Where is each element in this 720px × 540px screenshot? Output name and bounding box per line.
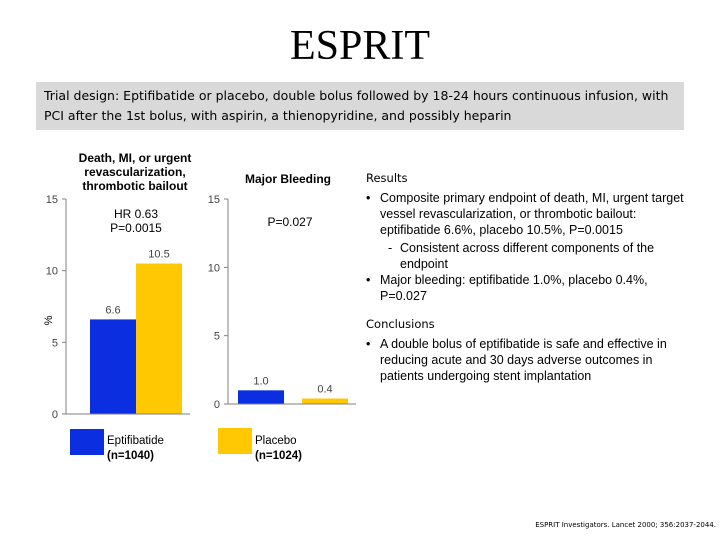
chart2-bar-placebo (302, 399, 348, 404)
legend-n-eptifibatide: (n=1040) (107, 450, 154, 462)
results-bullet-primary: • Composite primary endpoint of death, MI, urgent target vessel revascularization, or thrombotic bailout: eptifibatide 6.6%, placebo 10.5%, P=0.0015 (366, 190, 696, 238)
chart2-data-label: 0.4 (317, 383, 333, 396)
chart1-title: Death, MI, or urgent revascularization, thrombotic bailout (78, 151, 192, 193)
legend-label-placebo (255, 434, 302, 464)
chart2-y-tick-label: 10 (207, 262, 220, 275)
results-panel (366, 170, 696, 384)
chart1-data-label: 10.5 (148, 248, 170, 261)
chart2-title: Major Bleeding (244, 172, 331, 186)
trial-design-box (36, 82, 684, 130)
slide-title: ESPRIT (289, 23, 431, 69)
legend-name-placebo: Placebo (255, 435, 297, 447)
chart1-annotation-line1: HR 0.63 (113, 207, 159, 221)
results-heading: Results (366, 171, 408, 185)
chart1-data-label: 6.6 (105, 304, 121, 317)
trial-design-text: Trial design: Eptifibatide or placebo, double bolus followed by 18-24 hours continuous infusion, with PCI after the 1st bolus, with aspirin, a thienopyridine, and possibly heparin (44, 88, 669, 123)
chart2-y-tick-label: 0 (213, 399, 220, 411)
chart1-y-tick-label: 5 (51, 337, 58, 350)
chart2-y-tick-label: 5 (213, 330, 220, 343)
chart1-bar-placebo (136, 264, 182, 415)
conclusions-heading: Conclusions (366, 317, 435, 331)
legend-swatch-eptifibatide (70, 429, 104, 455)
chart1-y-tick-label: 15 (45, 194, 58, 206)
chart1-annotation-line2: P=0.0015 (110, 221, 162, 235)
chart1-y-axis-label: % (43, 315, 55, 326)
conclusions-bullet: • A double bolus of eptifibatide is safe and effective in reducing acute and 30 days adverse outcomes in patients undergoing stent implantation (366, 336, 696, 384)
chart1-bar-eptifibatide (90, 319, 136, 414)
results-bullet-bleeding: • Major bleeding: eptifibatide 1.0%, placebo 0.4%, P=0.027 (366, 272, 696, 304)
chart2-annotation-line1: P=0.027 (267, 215, 313, 229)
legend-label-eptifibatide (107, 434, 164, 464)
chart2-bar-eptifibatide (238, 390, 284, 404)
results-subbullet-consistent: - Consistent across different components of the endpoint (366, 240, 696, 272)
chart1-y-tick-label: 10 (45, 265, 58, 278)
chart2-y-tick-label: 15 (207, 194, 220, 206)
citation: ESPRIT Investigators. Lancet 2000; 356:2037-2044. (535, 521, 716, 529)
chart2-data-label: 1.0 (253, 375, 269, 388)
legend-name-eptifibatide: Eptifibatide (107, 435, 164, 447)
chart1-y-tick-label: 0 (51, 409, 58, 421)
legend-swatch-placebo (218, 428, 252, 454)
legend-n-placebo: (n=1024) (255, 450, 302, 462)
chart2-plot (198, 185, 358, 435)
